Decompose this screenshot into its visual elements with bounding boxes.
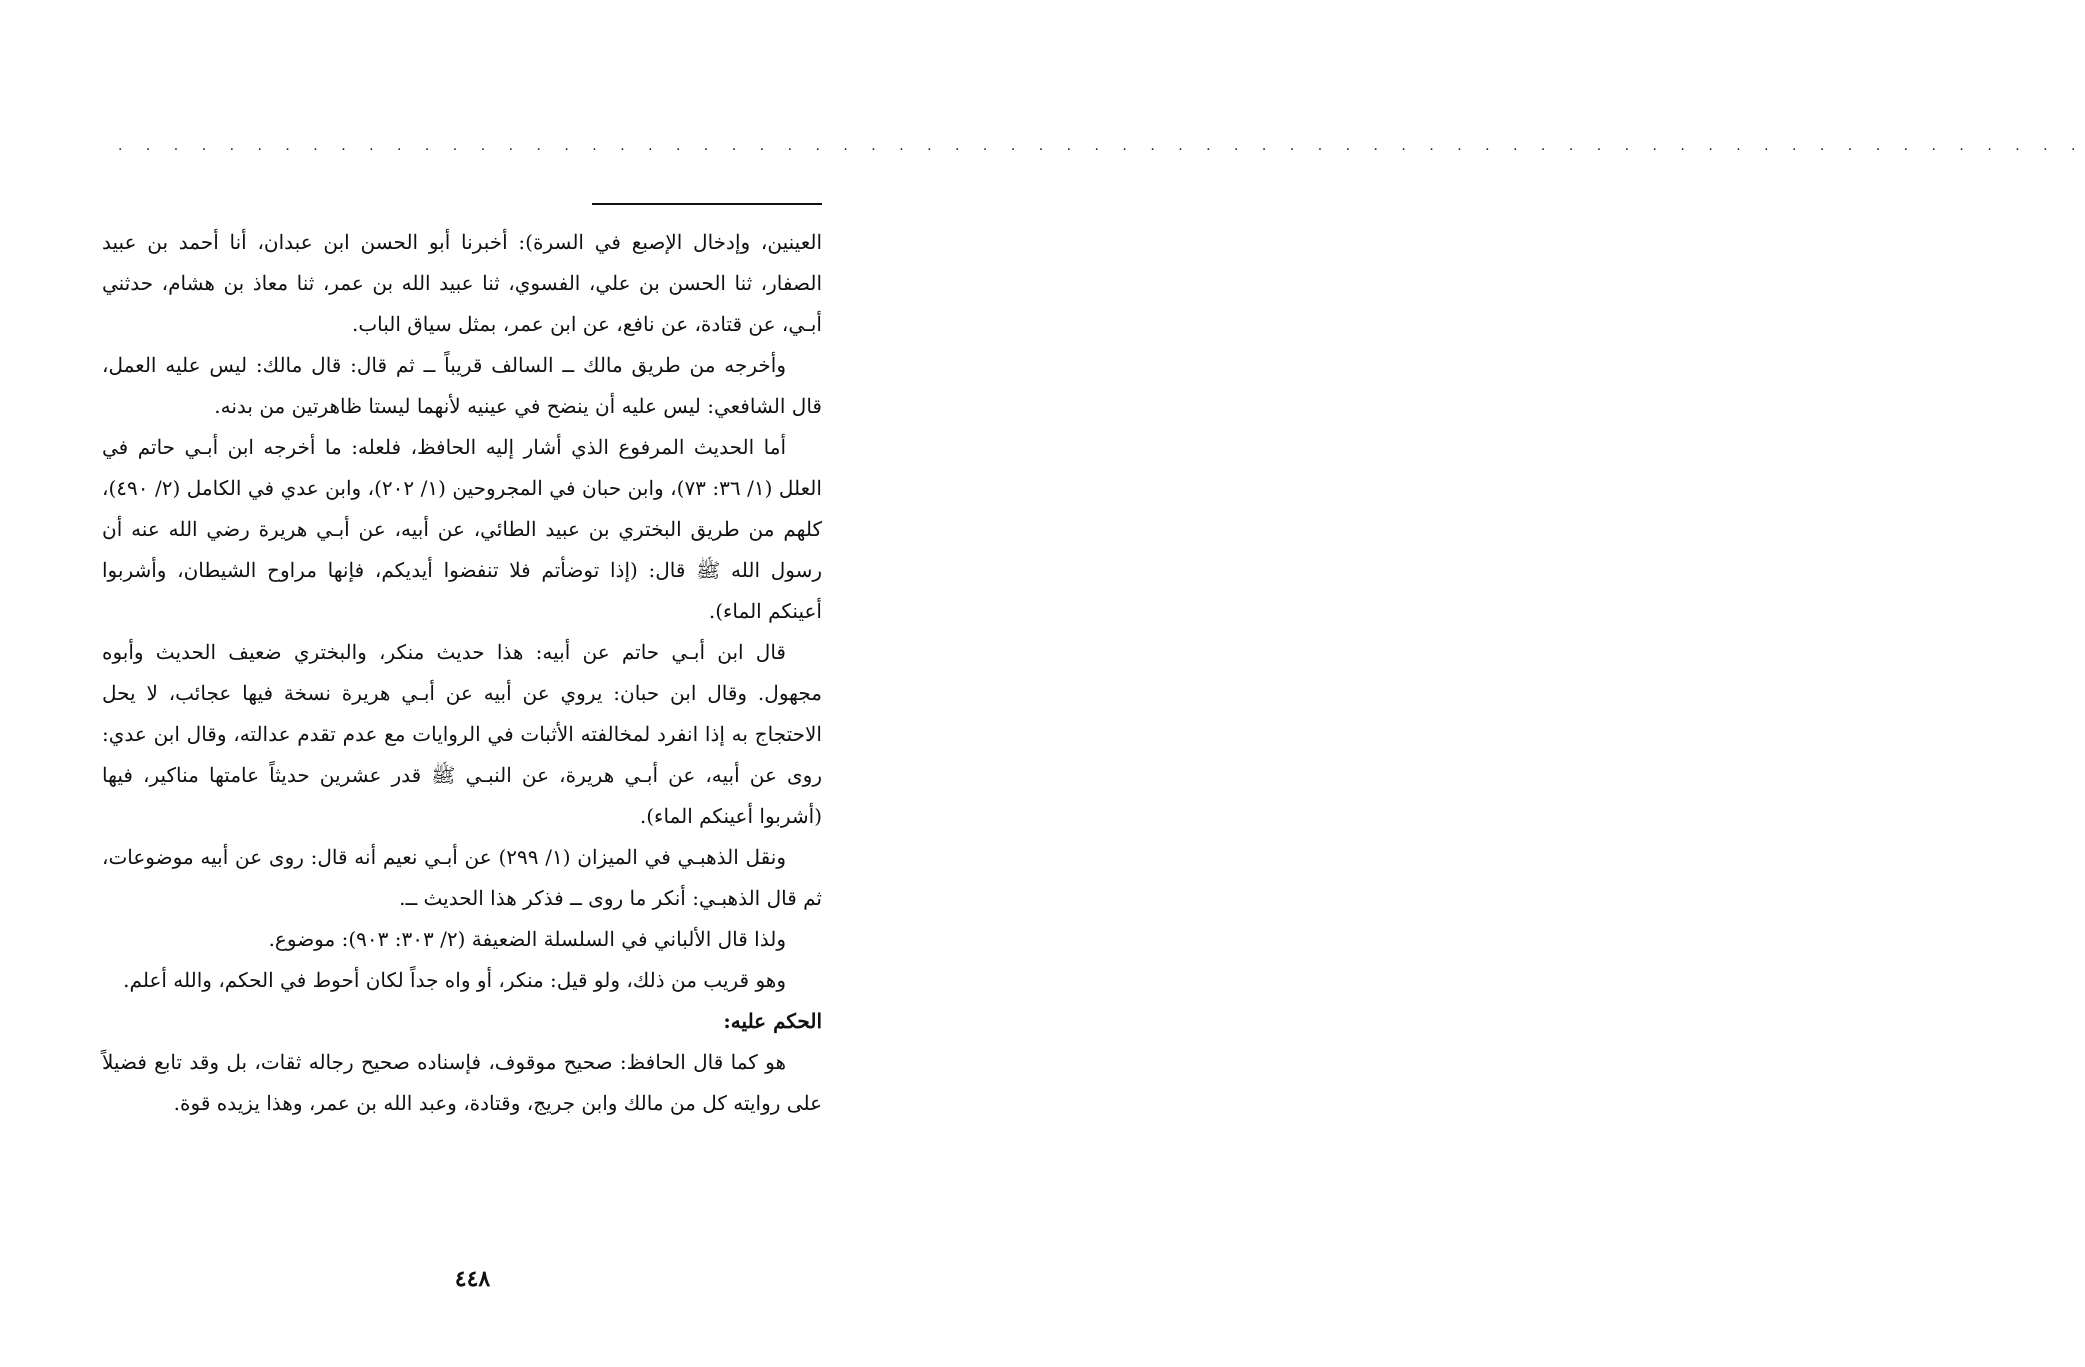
paragraph-marfu-hadith: أما الحديث المرفوع الذي أشار إليه الحافظ، فلعله: ما أخرجه ابن أبـي حاتم في العلل (١/ ٣٦: ٧٣)، وابن حبان في المجروحين (١/ ٢٠٢)، وابن عدي في الكامل (٢/ ٤٩٠)، كلهم من طريق البختري بن عبيد الطائي، عن أبيه، عن أبـي هريرة رضي الله عنه أن رسول الله ﷺ قال: (إذا توضأتم فلا تنفضوا أيديكم، فإنها مراوح الشيطان، وأشربوا أعينكم الماء).: [102, 435, 822, 623]
paragraph-continuation: العينين، وإدخال الإصبع في السرة): أخبرنا أبو الحسن ابن عبدان، أنا أحمد بن عبيد الصفار، ثنا الحسن بن علي، الفسوي، ثنا عبيد الله بن عمر، ثنا معاذ بن هشام، حدثني أبـي، عن قتادة، عن نافع، عن ابن عمر، بمثل سياق الباب.: [102, 230, 822, 336]
paragraph-malik: وأخرجه من طريق مالك ــ السالف قريباً ــ ثم قال: قال مالك: ليس عليه العمل، قال الشافعي: ليس عليه أن ينضح في عينيه لأنهما ليستا ظاهرتين من بدنه.: [102, 353, 822, 418]
page-number: ٤٤٨: [454, 1266, 491, 1292]
paragraph-critique: قال ابن أبـي حاتم عن أبيه: هذا حديث منكر، والبختري ضعيف الحديث وأبوه مجهول. وقال ابن حبان: يروي عن أبيه عن أبـي هريرة نسخة فيها عجائب، لا يحل الاحتجاج به إذا انفرد لمخالفته الأثبات في الروايات مع عدم تقدم عدالته، وقال ابن عدي: روى عن أبيه، عن أبـي هريرة، عن النبـي ﷺ قدر عشرين حديثاً عامتها مناكير، فيها (أشربوا أعينكم الماء).: [102, 640, 822, 828]
page-body: [102, 222, 822, 1124]
paragraph-ruling: هو كما قال الحافظ: صحيح موقوف، فإسناده صحيح رجاله ثقات، بل وقد تابع فضيلاً على روايته كل من مالك وابن جريج، وقتادة، وعبد الله بن عمر، وهذا يزيده قوة.: [102, 1050, 822, 1115]
paragraph-albani: ولذا قال الألباني في السلسلة الضعيفة (٢/ ٣٠٣: ٩٠٣): موضوع.: [268, 927, 786, 951]
paragraph-dhahabi: ونقل الذهبـي في الميزان (١/ ٢٩٩) عن أبـي نعيم أنه قال: روى عن أبيه موضوعات، ثم قال الذهبـي: أنكر ما روى ــ فذكر هذا الحديث ــ.: [102, 845, 822, 910]
dotted-separator: · · · · · · · · · · · · · · · · · · · · · · · · · · · · · · · · · · · · · · · · · · · · · · · · · · · · · · · · · · · · · · · · · · · · · · ·: [118, 142, 2085, 158]
footnote-rule: [592, 203, 822, 205]
paragraph-conclusion: وهو قريب من ذلك، ولو قيل: منكر، أو واه جداً لكان أحوط في الحكم، والله أعلم.: [123, 968, 786, 992]
section-heading: الحكم عليه:: [723, 1009, 822, 1033]
